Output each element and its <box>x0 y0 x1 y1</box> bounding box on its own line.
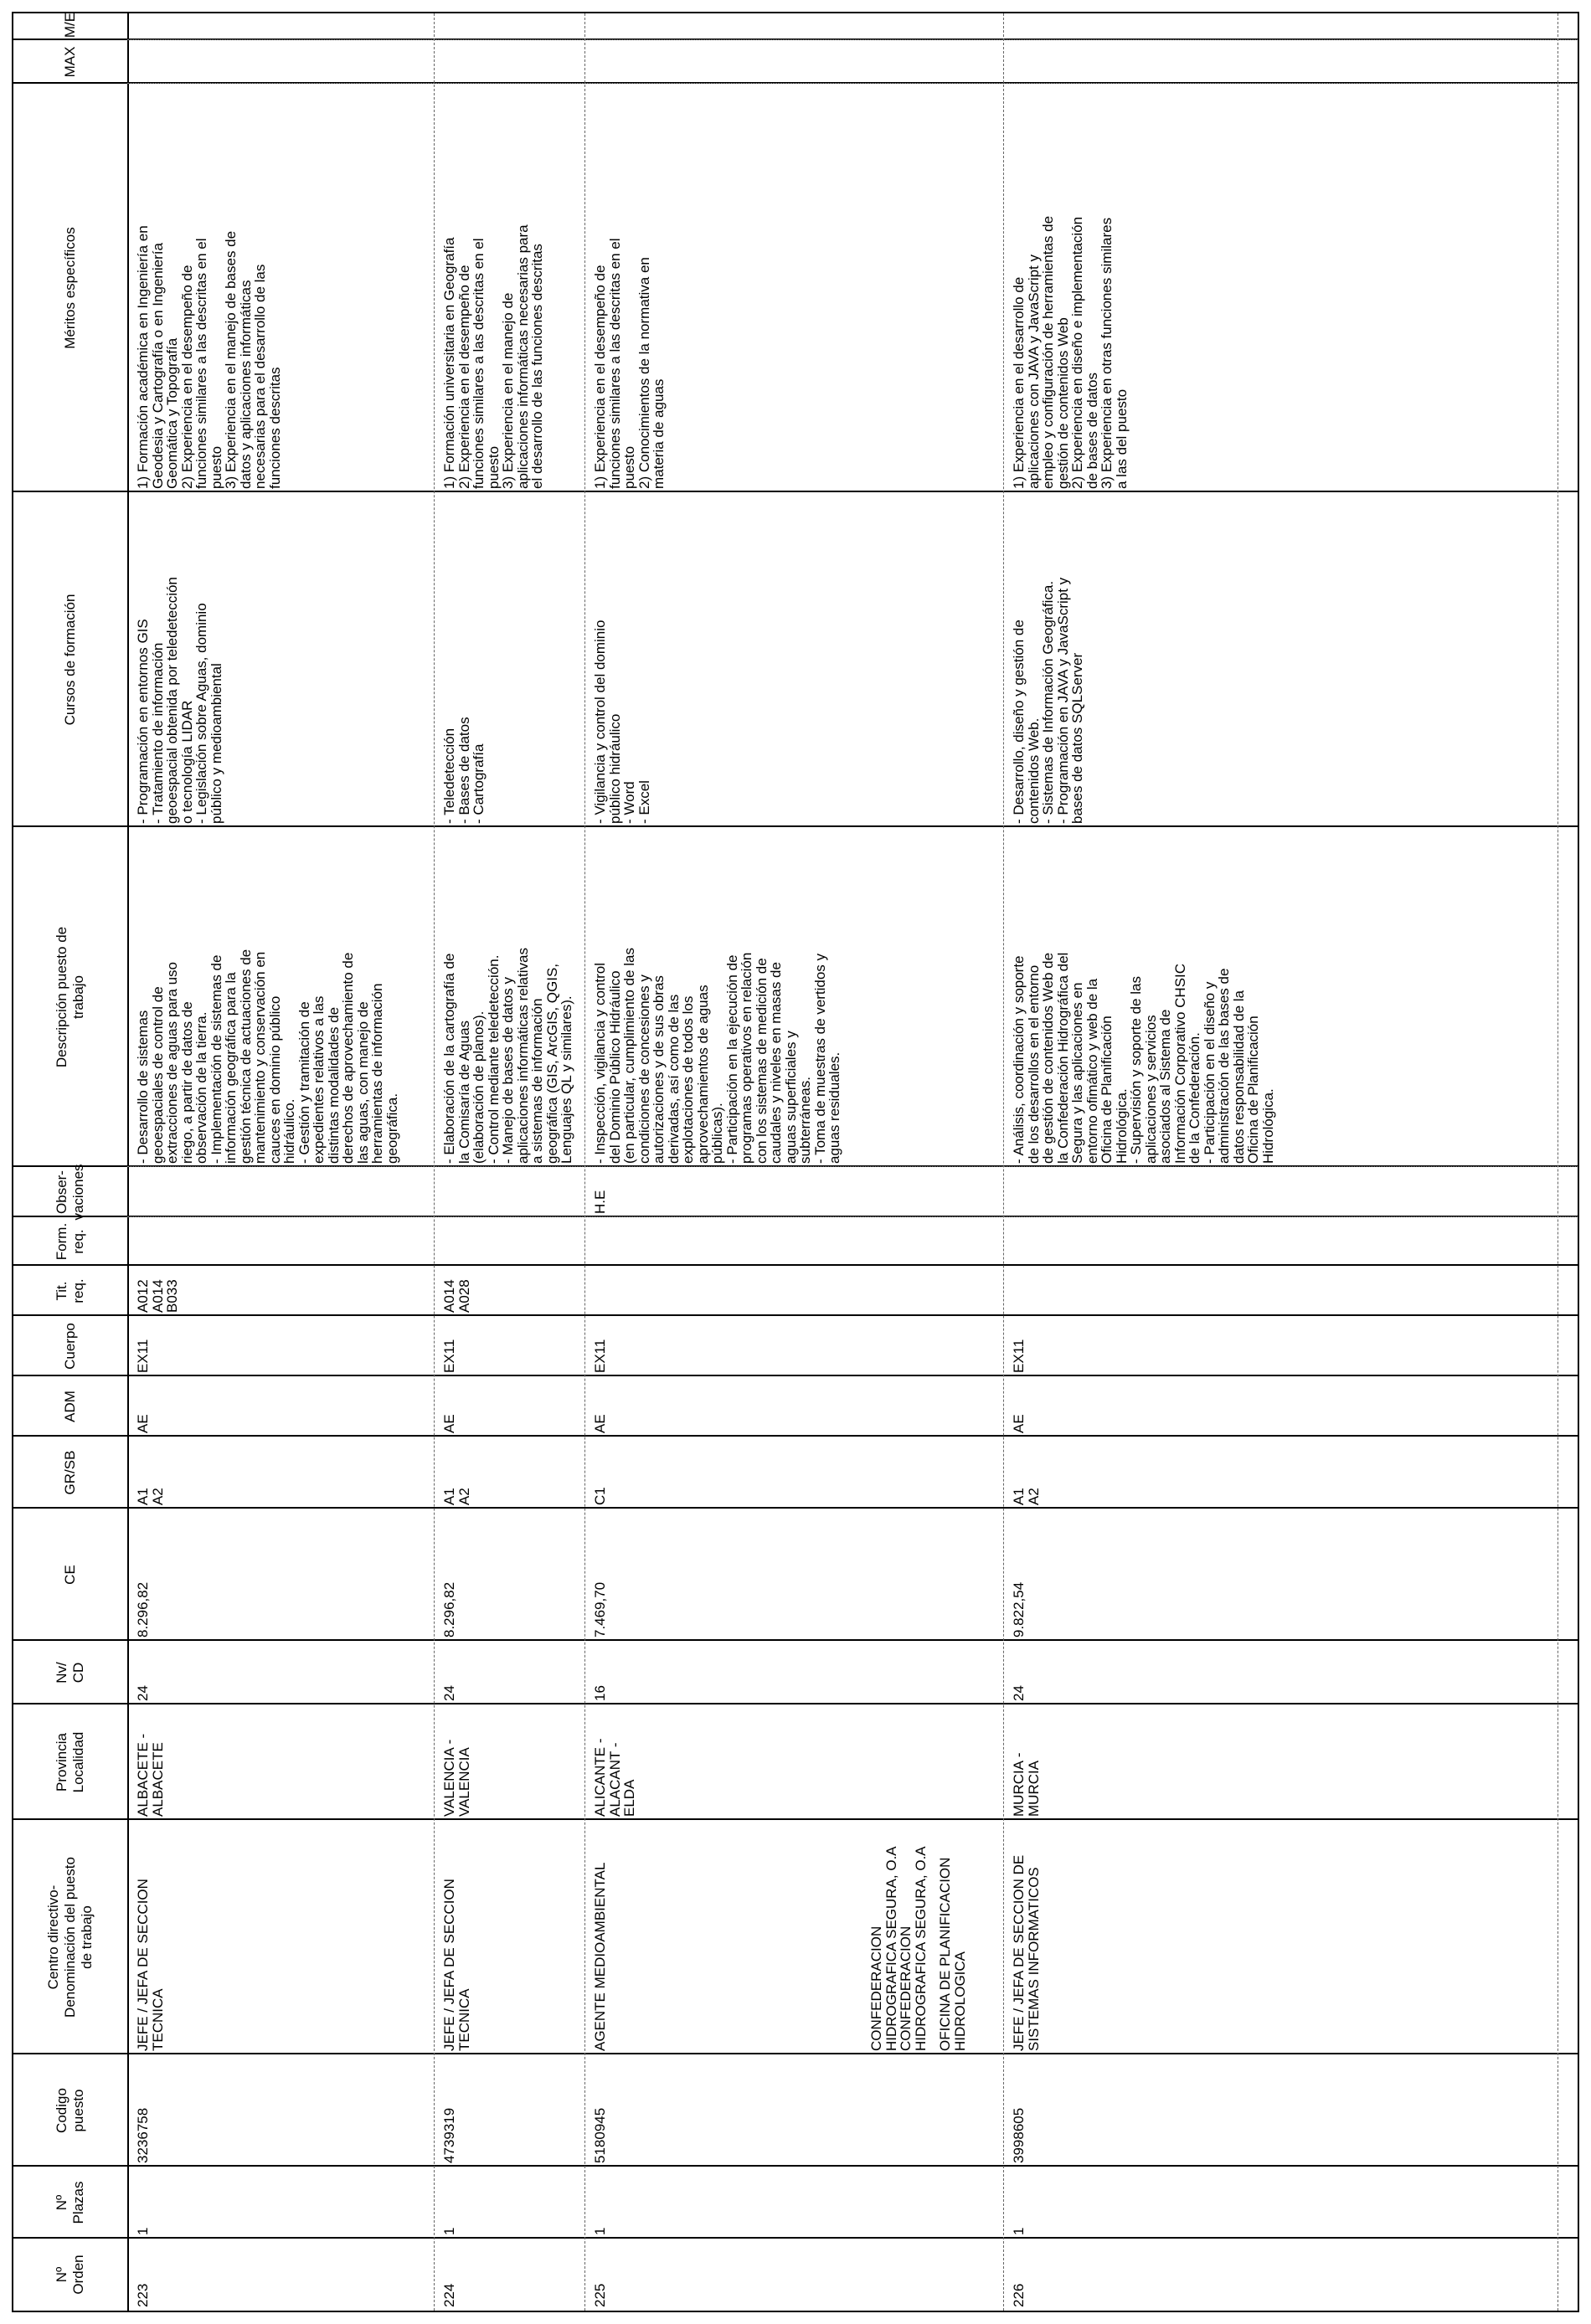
cell-denominacion: JEFE / JEFA DE SECCION DE SISTEMAS INFORMATICOS <box>1011 1854 1042 2051</box>
cell-plazas: 1 <box>441 2227 457 2235</box>
cell-meritos: 1) Formación universitaria en Geografía 2) Experiencia en el desempeño de funciones similares a las descritas en el puesto 3) Experiencia en el manejo de aplicaciones informáticas necesarias para el desarrollo de las funciones descritas <box>441 224 545 489</box>
row-divider <box>434 13 435 2311</box>
row-divider <box>1003 13 1004 2311</box>
cell-codigo: 3998605 <box>1011 2107 1027 2163</box>
cell-adm: AE <box>592 1414 608 1433</box>
cell-adm: AE <box>135 1414 151 1433</box>
cell-codigo: 5180945 <box>592 2107 608 2163</box>
col-guide <box>127 83 1578 84</box>
unidad-label: OFICINA DE PLANIFICACION HIDROLOGICA <box>937 1857 968 2051</box>
rotated-table-container <box>12 12 1579 2312</box>
col-divider <box>13 1703 1578 1704</box>
header-provincia: Provincia Localidad <box>54 1731 86 1793</box>
cell-provincia: VALENCIA - VALENCIA <box>441 1739 472 1817</box>
cell-cursos: - Programación en entornos GIS - Tratamiento de información geoespacial obtenida por teledetección o tecnología LIDAR - Legislación sobre Aguas, dominio público y medioambiental <box>135 577 224 824</box>
cell-grupo: A1 A2 <box>135 1488 166 1505</box>
header-grupo: GR/SB <box>62 1450 78 1495</box>
cell-grupo: A1 A2 <box>1011 1488 1042 1505</box>
cell-adm: AE <box>441 1414 457 1433</box>
cell-cursos: - Desarrollo, diseño y gestión de contenidos Web. - Sistemas de Información Geográfica. - Programación en JAVA y JavaScript y bases de datos SQLServer <box>1011 577 1085 824</box>
cell-meritos: 1) Experiencia en el desempeño de funciones similares a las descritas en el puesto 2) Conocimientos de la normativa en materia de aguas <box>592 238 667 489</box>
cell-nivel: 24 <box>135 1685 151 1701</box>
cell-codigo: 3236758 <box>135 2107 151 2163</box>
header-codigo: Codigo puesto <box>54 2088 86 2133</box>
col-divider <box>13 1264 1578 1266</box>
header-ce: CE <box>62 1565 78 1585</box>
cell-plazas: 1 <box>592 2227 608 2235</box>
cell-orden: 224 <box>441 2283 457 2307</box>
job-positions-table <box>12 12 1579 2312</box>
col-guide <box>127 39 1578 40</box>
col-divider <box>13 2237 1578 2239</box>
cell-denominacion: JEFE / JEFA DE SECCION TECNICA <box>135 1879 166 2051</box>
cell-ce: 8.296,82 <box>441 1581 457 1638</box>
header-titulacion: Tit. req. <box>54 1278 86 1303</box>
cell-grupo: A1 A2 <box>441 1488 472 1505</box>
cell-denominacion: AGENTE MEDIOAMBIENTAL <box>592 1862 608 2051</box>
header-nivel: Nv/ CD <box>54 1662 86 1684</box>
cell-provincia: ALICANTE - ALACANT - ELDA <box>592 1738 637 1817</box>
cell-observaciones: H.E <box>592 1190 608 1214</box>
header-formacion: Form. req. <box>54 1222 86 1261</box>
header-max: MAX <box>62 46 78 78</box>
header-orden: Nº Orden <box>54 2255 86 2295</box>
cell-denominacion: JEFE / JEFA DE SECCION TECNICA <box>441 1879 472 2051</box>
header-observaciones: Obser- vaciones <box>54 1164 86 1221</box>
organismo-label: CONFEDERACION HIDROGRAFICA SEGURA, O.A CONFEDERACION HIDROGRAFICA SEGURA, O.A <box>868 1846 929 2051</box>
cell-provincia: ALBACETE - ALBACETE <box>135 1733 166 1817</box>
header-meritos: Méritos específicos <box>62 227 78 349</box>
header-divider <box>127 13 129 2311</box>
cell-plazas: 1 <box>135 2227 151 2235</box>
cell-codigo: 4739319 <box>441 2107 457 2163</box>
cell-descripcion: - Elaboración de la cartografía de la Comisaría de Aguas (elaboración de planos). - Control mediante teledetección. - Manejo de bases de datos y aplicaciones informáticas relativas a sistemas de información geográfica (GIS, ArcGIS, QGIS, Lenguajes QL y similares). <box>441 948 574 1164</box>
cell-cuerpo: EX11 <box>441 1339 457 1373</box>
cell-cuerpo: EX11 <box>135 1339 151 1373</box>
col-divider <box>13 1375 1578 1376</box>
cell-descripcion: - Análisis, coordinación y soporte de los desarrollos en el entorno de gestión de contenidos Web de la Confederación Hidrográfica del Segura y las aplicaciones en entorno ofimático y web de la Oficina de Planificación Hidrológica. - Supervisión y soporte de las aplicaciones y servicios asociados al Sistema de Información Corporativo CHSIC de la Confederación. - Participación en el diseño y administración de las bases de datos responsabilidad de la Oficina de Planificación Hidrológica. <box>1011 952 1276 1164</box>
cell-orden: 225 <box>592 2283 608 2307</box>
header-descripcion: Descripción puesto de trabajo <box>54 926 86 1068</box>
cell-plazas: 1 <box>1011 2227 1027 2235</box>
header-me: M/E <box>62 12 78 39</box>
cell-orden: 223 <box>135 2283 151 2307</box>
col-divider <box>13 1639 1578 1641</box>
cell-cursos: - Teledetección - Bases de datos - Cartografía <box>441 717 487 824</box>
cell-titulacion: A014 A028 <box>441 1279 472 1313</box>
cell-adm: AE <box>1011 1414 1027 1433</box>
col-divider <box>13 1507 1578 1509</box>
cell-nivel: 24 <box>1011 1685 1027 1701</box>
col-divider <box>13 1818 1578 1820</box>
cell-cuerpo: EX11 <box>1011 1339 1027 1373</box>
cell-meritos: 1) Experiencia en el desarrollo de aplicaciones con JAVA y JavaScript y empleo y configuración de herramientas de gestión de contenidos Web 2) Experiencia en diseño e implementación de bases de datos 3) Experiencia en otras funciones similares a las del puesto <box>1011 215 1130 489</box>
header-cursos: Cursos de formación <box>62 594 78 726</box>
row-divider <box>584 13 585 2311</box>
col-divider <box>13 1314 1578 1316</box>
cell-ce: 7.469,70 <box>592 1581 608 1638</box>
cell-provincia: MURCIA - MURCIA <box>1011 1752 1042 1817</box>
col-divider <box>13 2165 1578 2167</box>
cell-ce: 8.296,82 <box>135 1581 151 1638</box>
header-centro: Centro directivo- Denominación del puesto de trabajo <box>45 1857 95 2018</box>
cell-nivel: 24 <box>441 1685 457 1701</box>
header-plazas: Nº Plazas <box>54 2181 86 2224</box>
cell-descripcion: - Inspección, vigilancia y control del Dominio Público Hidráulico (en particular, cumplimiento de las condiciones de concesiones y autorizaciones y de sus obras derivadas, así como de las explotaciones de todos los aprovechamientos de aguas públicas). - Participación en la ejecución de programas operativos en relación con los sistemas de medición de caudales y niveles en masas de aguas superficiales y subterráneas. - Toma de muestras de vertidos y aguas residuales. <box>592 948 842 1164</box>
col-guide <box>127 1216 1578 1217</box>
cell-cursos: - Vigilancia y control del dominio público hidráulico - Word - Excel <box>592 620 652 824</box>
header-cuerpo: Cuerpo <box>62 1323 78 1370</box>
cell-orden: 226 <box>1011 2283 1027 2307</box>
cell-meritos: 1) Formación académica en Ingeniería en Geodesia y Cartografía o en Ingeniería Geomática y Topografía 2) Experiencia en el desempeño de funciones similares a las descritas en el puesto 3) Experiencia en el manejo de bases de datos y aplicaciones informáticas necesarias para el desarrollo de las funciones descritas <box>135 225 283 489</box>
cell-ce: 9.822,54 <box>1011 1581 1027 1638</box>
cell-titulacion: A012 A014 B033 <box>135 1279 180 1313</box>
col-divider <box>13 2053 1578 2054</box>
cell-cuerpo: EX11 <box>592 1339 608 1373</box>
cell-grupo: C1 <box>592 1487 608 1505</box>
header-adm: ADM <box>62 1391 78 1422</box>
cell-nivel: 16 <box>592 1685 608 1701</box>
col-divider <box>13 1435 1578 1437</box>
cell-descripcion: - Desarrollo de sistemas geoespaciales de control de extracciones de aguas para uso riego, a partir de datos de observación de la tierra. - Implementación de sistemas de información geográfica para la gestión técnica de actuaciones de mantenimiento y conservación en cauces en dominio público hidráulico. - Gestión y tramitación de expedientes relativos a las distintas modalidades de derechos de aprovechamiento de las aguas, con manejo de herramientas de información geográfica. <box>135 949 400 1164</box>
